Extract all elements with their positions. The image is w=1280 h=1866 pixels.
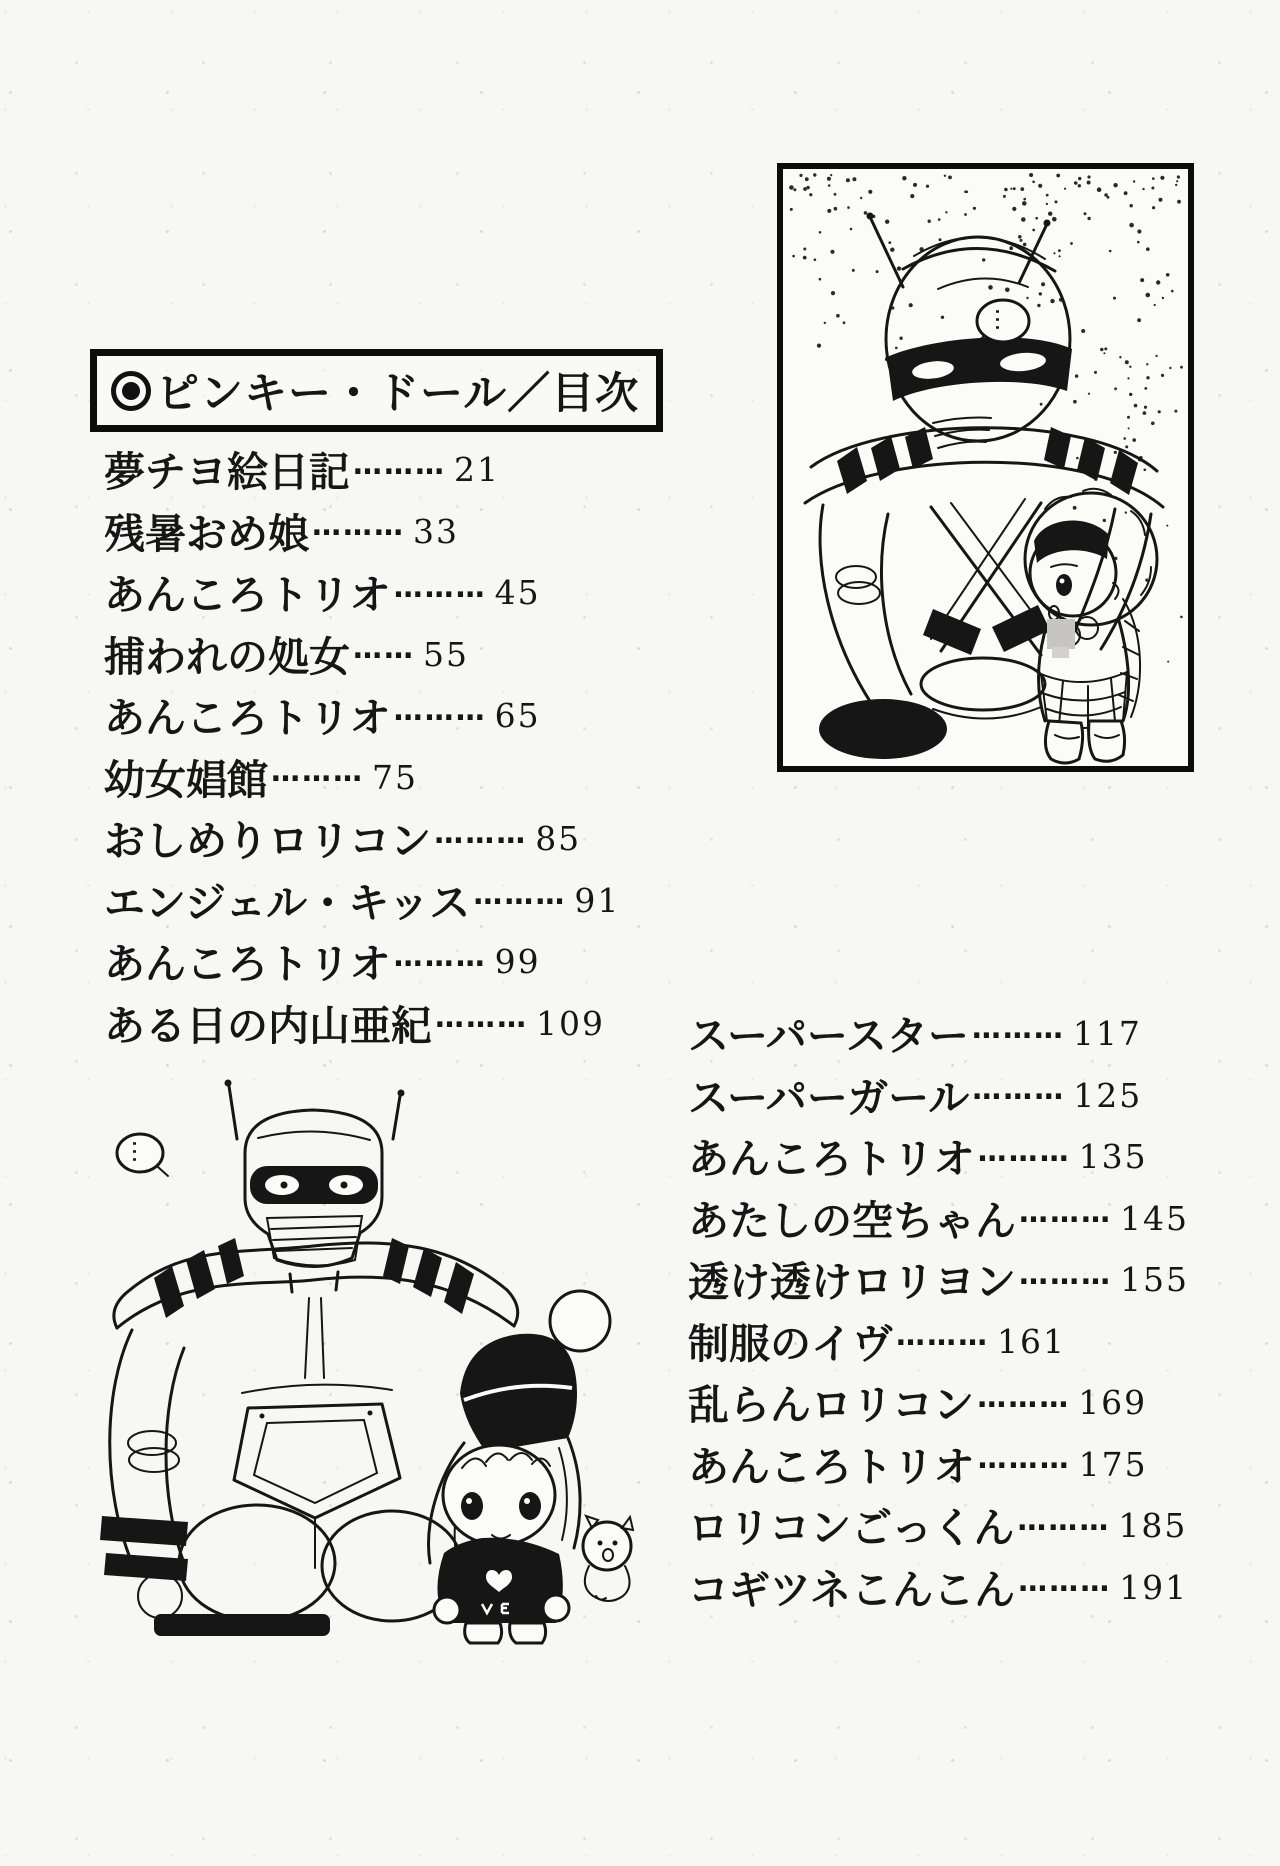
toc-item-title: 捕われの処女 xyxy=(104,632,350,681)
toc-item-title: あんころトリオ xyxy=(104,571,391,620)
toc-item-page-number: 21 xyxy=(454,450,500,490)
toc-item-title: ロリコンごっくん xyxy=(688,1504,1015,1553)
speech-bubble xyxy=(117,1134,168,1176)
toc-item xyxy=(688,1371,1278,1433)
toc-item-page-number: 55 xyxy=(423,634,469,674)
toc-item xyxy=(688,1494,1278,1556)
bullseye-icon xyxy=(111,371,151,411)
toc-item-leader-dots: ……… xyxy=(1017,1502,1111,1537)
small-creature xyxy=(583,1516,633,1601)
toc-item-title: あんころトリオ xyxy=(688,1442,975,1491)
toc-item-title: 夢チヨ絵日記 xyxy=(104,448,350,497)
toc-item-leader-dots: ……… xyxy=(971,1010,1065,1045)
censor-mosaic xyxy=(1047,619,1075,649)
toc-item-page-number: 45 xyxy=(494,573,541,613)
toc-item-page-number: 169 xyxy=(1078,1383,1148,1423)
toc-item-page-number: 135 xyxy=(1078,1137,1148,1177)
toc-item xyxy=(104,930,704,992)
toc-item-leader-dots: ……… xyxy=(977,1441,1071,1476)
toc-item-title: 制服のイヴ xyxy=(688,1319,893,1368)
toc-title-box xyxy=(90,349,663,432)
toc-item xyxy=(688,1248,1278,1310)
toc-item xyxy=(104,438,704,500)
toc-item-title: エンジェル・キッス xyxy=(104,878,471,927)
toc-item-leader-dots: ……… xyxy=(312,508,405,543)
toc-item-leader-dots: ……… xyxy=(435,1000,528,1035)
toc-item-page-number: 33 xyxy=(413,511,459,551)
toc-left-column xyxy=(104,438,704,1053)
toc-item xyxy=(688,1125,1278,1187)
robot-carrying-child-illustration xyxy=(783,169,1188,766)
toc-item xyxy=(688,1310,1278,1372)
pom-pom-hat xyxy=(460,1334,577,1452)
toc-item-page-number: 155 xyxy=(1120,1260,1189,1300)
toc-item xyxy=(688,1433,1278,1495)
toc-item xyxy=(104,807,704,869)
toc-item xyxy=(104,684,704,746)
toc-item-title: あんころトリオ xyxy=(104,940,391,989)
toc-item-page-number: 99 xyxy=(494,942,541,982)
toc-item-leader-dots: ……… xyxy=(896,1318,989,1353)
toc-item-page-number: 109 xyxy=(536,1003,605,1043)
toc-item-title: 透け透けロリヨン xyxy=(688,1258,1016,1307)
toc-item-page-number: 85 xyxy=(535,819,582,859)
toc-item-title: スーパースター xyxy=(688,1012,969,1061)
kneeling-robot-with-girl-illustration xyxy=(62,1048,662,1648)
illustration-frame xyxy=(777,163,1194,772)
toc-item-leader-dots: ……… xyxy=(393,692,487,727)
bottom-illustration xyxy=(62,1048,662,1648)
toc-item xyxy=(688,1187,1278,1249)
toc-item-page-number: 191 xyxy=(1119,1567,1189,1607)
censor-mosaic xyxy=(1052,647,1069,658)
toc-item-leader-dots: ……… xyxy=(353,446,446,481)
toc-item-leader-dots: ……… xyxy=(977,1133,1071,1168)
toc-item xyxy=(104,992,704,1054)
toc-item-leader-dots: ……… xyxy=(1018,1564,1112,1599)
toc-item-title: あんころトリオ xyxy=(104,694,391,743)
speech-dots: … xyxy=(127,1139,155,1167)
toc-item-title: あたしの空ちゃん xyxy=(688,1196,1016,1245)
toc-item xyxy=(104,746,704,808)
toc-item-title: コギツネこんこん xyxy=(688,1565,1016,1614)
toc-item-leader-dots: ……… xyxy=(271,754,364,789)
toc-item-leader-dots: ……… xyxy=(1019,1195,1112,1230)
toc-item-leader-dots: ……… xyxy=(434,815,528,850)
toc-item xyxy=(104,869,704,931)
toc-item-leader-dots: ……… xyxy=(1019,1256,1112,1291)
toc-item-leader-dots: ……… xyxy=(393,569,487,604)
toc-item-page-number: 175 xyxy=(1078,1444,1148,1484)
toc-item-title: 幼女娼館 xyxy=(104,755,268,804)
toc-item-leader-dots: ……… xyxy=(972,1072,1066,1107)
toc-item-leader-dots: …… xyxy=(353,631,415,666)
toc-item xyxy=(104,500,704,562)
toc-item-leader-dots: ……… xyxy=(473,877,567,912)
toc-item-title: あんころトリオ xyxy=(688,1135,975,1184)
toc-item-leader-dots: ……… xyxy=(977,1379,1071,1414)
toc-item-page-number: 145 xyxy=(1120,1198,1189,1238)
robot-figure xyxy=(805,213,1163,760)
page-title: ピンキー・ドール／目次 xyxy=(156,369,640,419)
toc-item-title: 乱らんロリコン xyxy=(688,1381,975,1430)
toc-item-page-number: 91 xyxy=(574,880,621,920)
toc-item-page-number: 161 xyxy=(997,1321,1066,1361)
toc-item-title: ある日の内山亜紀 xyxy=(104,1001,432,1050)
toc-item-page-number: 117 xyxy=(1072,1014,1142,1054)
speech-dots: … xyxy=(990,307,1018,335)
toc-item-title: 残暑おめ娘 xyxy=(104,509,309,558)
toc-item xyxy=(688,1064,1278,1126)
toc-item-page-number: 125 xyxy=(1073,1075,1143,1115)
toc-item-title: おしめりロリコン xyxy=(104,817,432,866)
toc-item-page-number: 185 xyxy=(1118,1506,1188,1546)
toc-right-column xyxy=(688,1002,1278,1617)
toc-item xyxy=(104,561,704,623)
toc-item-leader-dots: ……… xyxy=(393,938,487,973)
toc-item-page-number: 75 xyxy=(372,757,418,797)
toc-item-page-number: 65 xyxy=(494,696,541,736)
toc-item xyxy=(688,1556,1278,1618)
toc-item xyxy=(688,1002,1278,1064)
toc-item-title: スーパーガール xyxy=(688,1073,970,1122)
toc-item xyxy=(104,623,704,685)
girl-figure xyxy=(429,1291,610,1643)
